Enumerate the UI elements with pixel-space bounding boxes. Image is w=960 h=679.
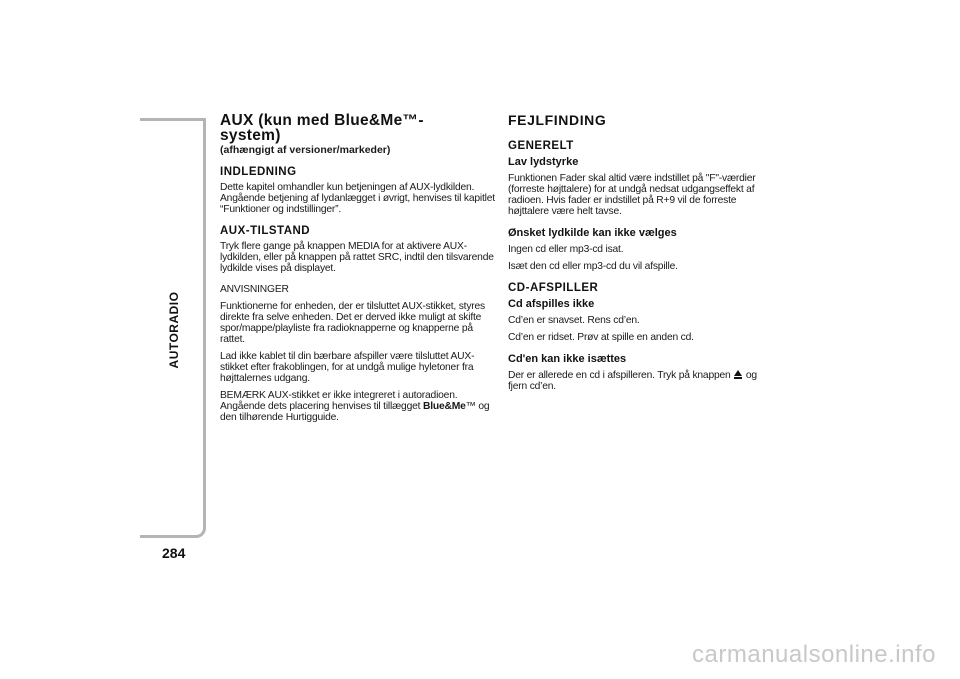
- page-number: 284: [162, 545, 186, 561]
- note-1: Funktionerne for enheden, der er tilsluttet AUX-stikket, styres direkte fra selve enheden. Det er derved ikke muligt at skifte spor/mappe/playliste fra radioknapperne og knapperne på rattet.: [220, 301, 485, 345]
- note-3-post: ™ og den tilhørende Hurtigguide.: [220, 401, 490, 423]
- aux-mode-text: Tryk flere gange på knappen MEDIA for at aktivere AUX-lydkilden, eller på knappen på rattet SRC, indtil den tilsvarende lydkilde vises på displayet.: [220, 241, 494, 274]
- aux-title-line1: AUX (kun med Blue&Me™-: [220, 112, 424, 129]
- note-3: [220, 390, 495, 423]
- source-text-2: Isæt den cd eller mp3-cd du vil afspille.: [508, 261, 678, 272]
- cd-insert-section: [508, 353, 776, 392]
- aux-title-line2: system): [220, 127, 281, 144]
- intro-text: Dette kapitel omhandler kun betjeningen af AUX-lydkilden. Angående betjening af lydanlægget i øvrigt, henvises til kapitlet “Funktioner og indstillinger”.: [220, 182, 495, 215]
- cd-insert-heading: Cd'en kan ikke isættes: [508, 353, 627, 365]
- note-3-pre: BEMÆRK AUX-stikket er ikke integreret i autoradioen. Angående dets placering henvises til tillægget: [220, 390, 458, 412]
- notes-heading: ANVISNINGER: [220, 284, 289, 295]
- note-2: Lad ikke kablet til din bærbare afspiller være tilsluttet AUX-stikket efter frakoblingen, for at undgå mulige hyletoner fra højttalernes udgang.: [220, 351, 475, 384]
- watermark: carmanualsonline.info: [692, 641, 936, 668]
- section-label: AUTORADIO: [167, 291, 181, 369]
- cd-play-section: [508, 298, 776, 343]
- troubleshooting-title: FEJLFINDING: [508, 112, 607, 128]
- cd-play-heading: Cd afspilles ikke: [508, 298, 595, 310]
- left-column: [220, 113, 495, 433]
- source-section: [508, 227, 776, 272]
- volume-text: Funktionen Fader skal altid være indstillet på "F"-værdier (forreste højttalere) for at undgå nedsat udgangseffekt af radioen. Hvis fader er indstillet på R+9 vil de forreste højttalere være helt tavse.: [508, 173, 756, 217]
- cd-insert-text: [508, 370, 776, 392]
- intro-section: [220, 166, 495, 215]
- volume-heading: Lav lydstyrke: [508, 156, 579, 168]
- aux-subtitle: (afhængigt af versioner/markeder): [220, 144, 391, 156]
- source-heading: Ønsket lydkilde kan ikke vælges: [508, 227, 677, 239]
- intro-heading: INDLEDNING: [220, 166, 297, 178]
- note-3-bold: Blue&Me: [422, 401, 466, 412]
- volume-section: [508, 156, 776, 217]
- cd-insert-pre: Der er allerede en cd i afspilleren. Tryk på knappen: [508, 370, 734, 381]
- cd-play-text-2: Cd’en er ridset. Prøv at spille en anden cd.: [508, 332, 694, 343]
- eject-icon: [734, 370, 742, 376]
- cd-player-heading: CD-AFSPILLER: [508, 282, 599, 294]
- general-heading: GENERELT: [508, 140, 574, 152]
- notes-section: [220, 284, 495, 423]
- source-text-1: Ingen cd eller mp3-cd isat.: [508, 244, 624, 255]
- aux-mode-section: [220, 225, 495, 274]
- cd-play-text-1: Cd’en er snavset. Rens cd’en.: [508, 315, 640, 326]
- right-column: [508, 113, 776, 402]
- aux-mode-heading: AUX-TILSTAND: [220, 225, 311, 237]
- cd-insert-post: og fjern cd’en.: [508, 370, 757, 392]
